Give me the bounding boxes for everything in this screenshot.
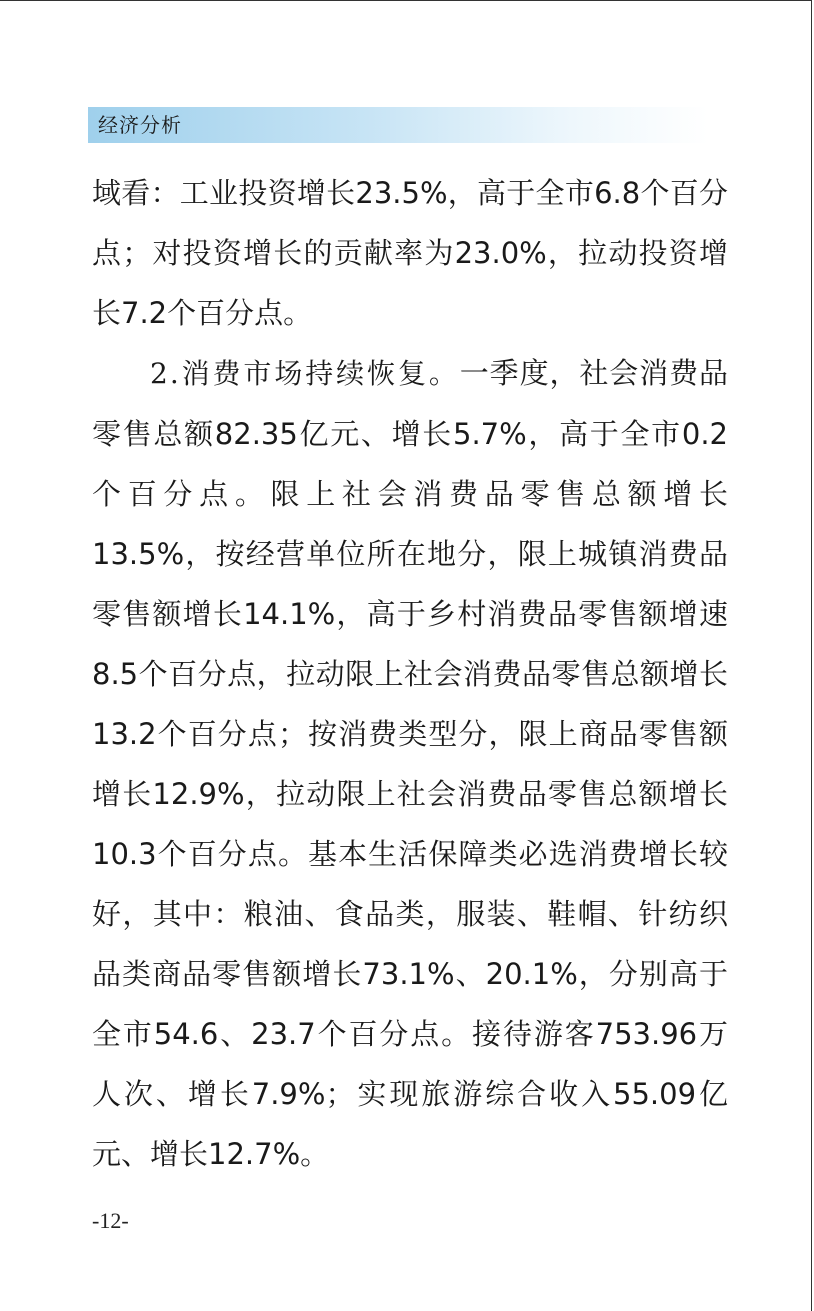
paragraph-heading: 2.消费市场持续恢复。: [150, 357, 460, 390]
paragraph-investment: 域看：工业投资增长23.5%，高于全市6.8个百分点；对投资增长的贡献率为23.0%，拉动投资增长7.2个百分点。: [92, 176, 728, 330]
paragraph-consumption: [92, 343, 728, 1184]
body-text: [92, 163, 728, 1184]
page-number: -12-: [92, 1208, 129, 1233]
paragraph-consumption-body: 一季度，社会消费品零售总额82.35亿元、增长5.7%，高于全市0.2个百分点。限上社会消费品零售总额增长13.5%，按经营单位所在地分，限上城镇消费品零售额增长14.1%，高于乡村消费品零售额增速8.5个百分点，拉动限上社会消费品零售总额增长13.2个百分点；按消费类型分，限上商品零售额增长12.9%，拉动限上社会消费品零售总额增长10.3个百分点。基本生活保障类必选消费增长较好，其中：粮油、食品类，服装、鞋帽、针纺织品类商品零售额增长73.1%、20.1%，分别高于全市54.6、23.7个百分点。接待游客753.96万人次、增长7.9%；实现旅游综合收入55.09亿元、增长12.7%。: [92, 356, 728, 1171]
section-title: 经济分析: [98, 113, 182, 137]
